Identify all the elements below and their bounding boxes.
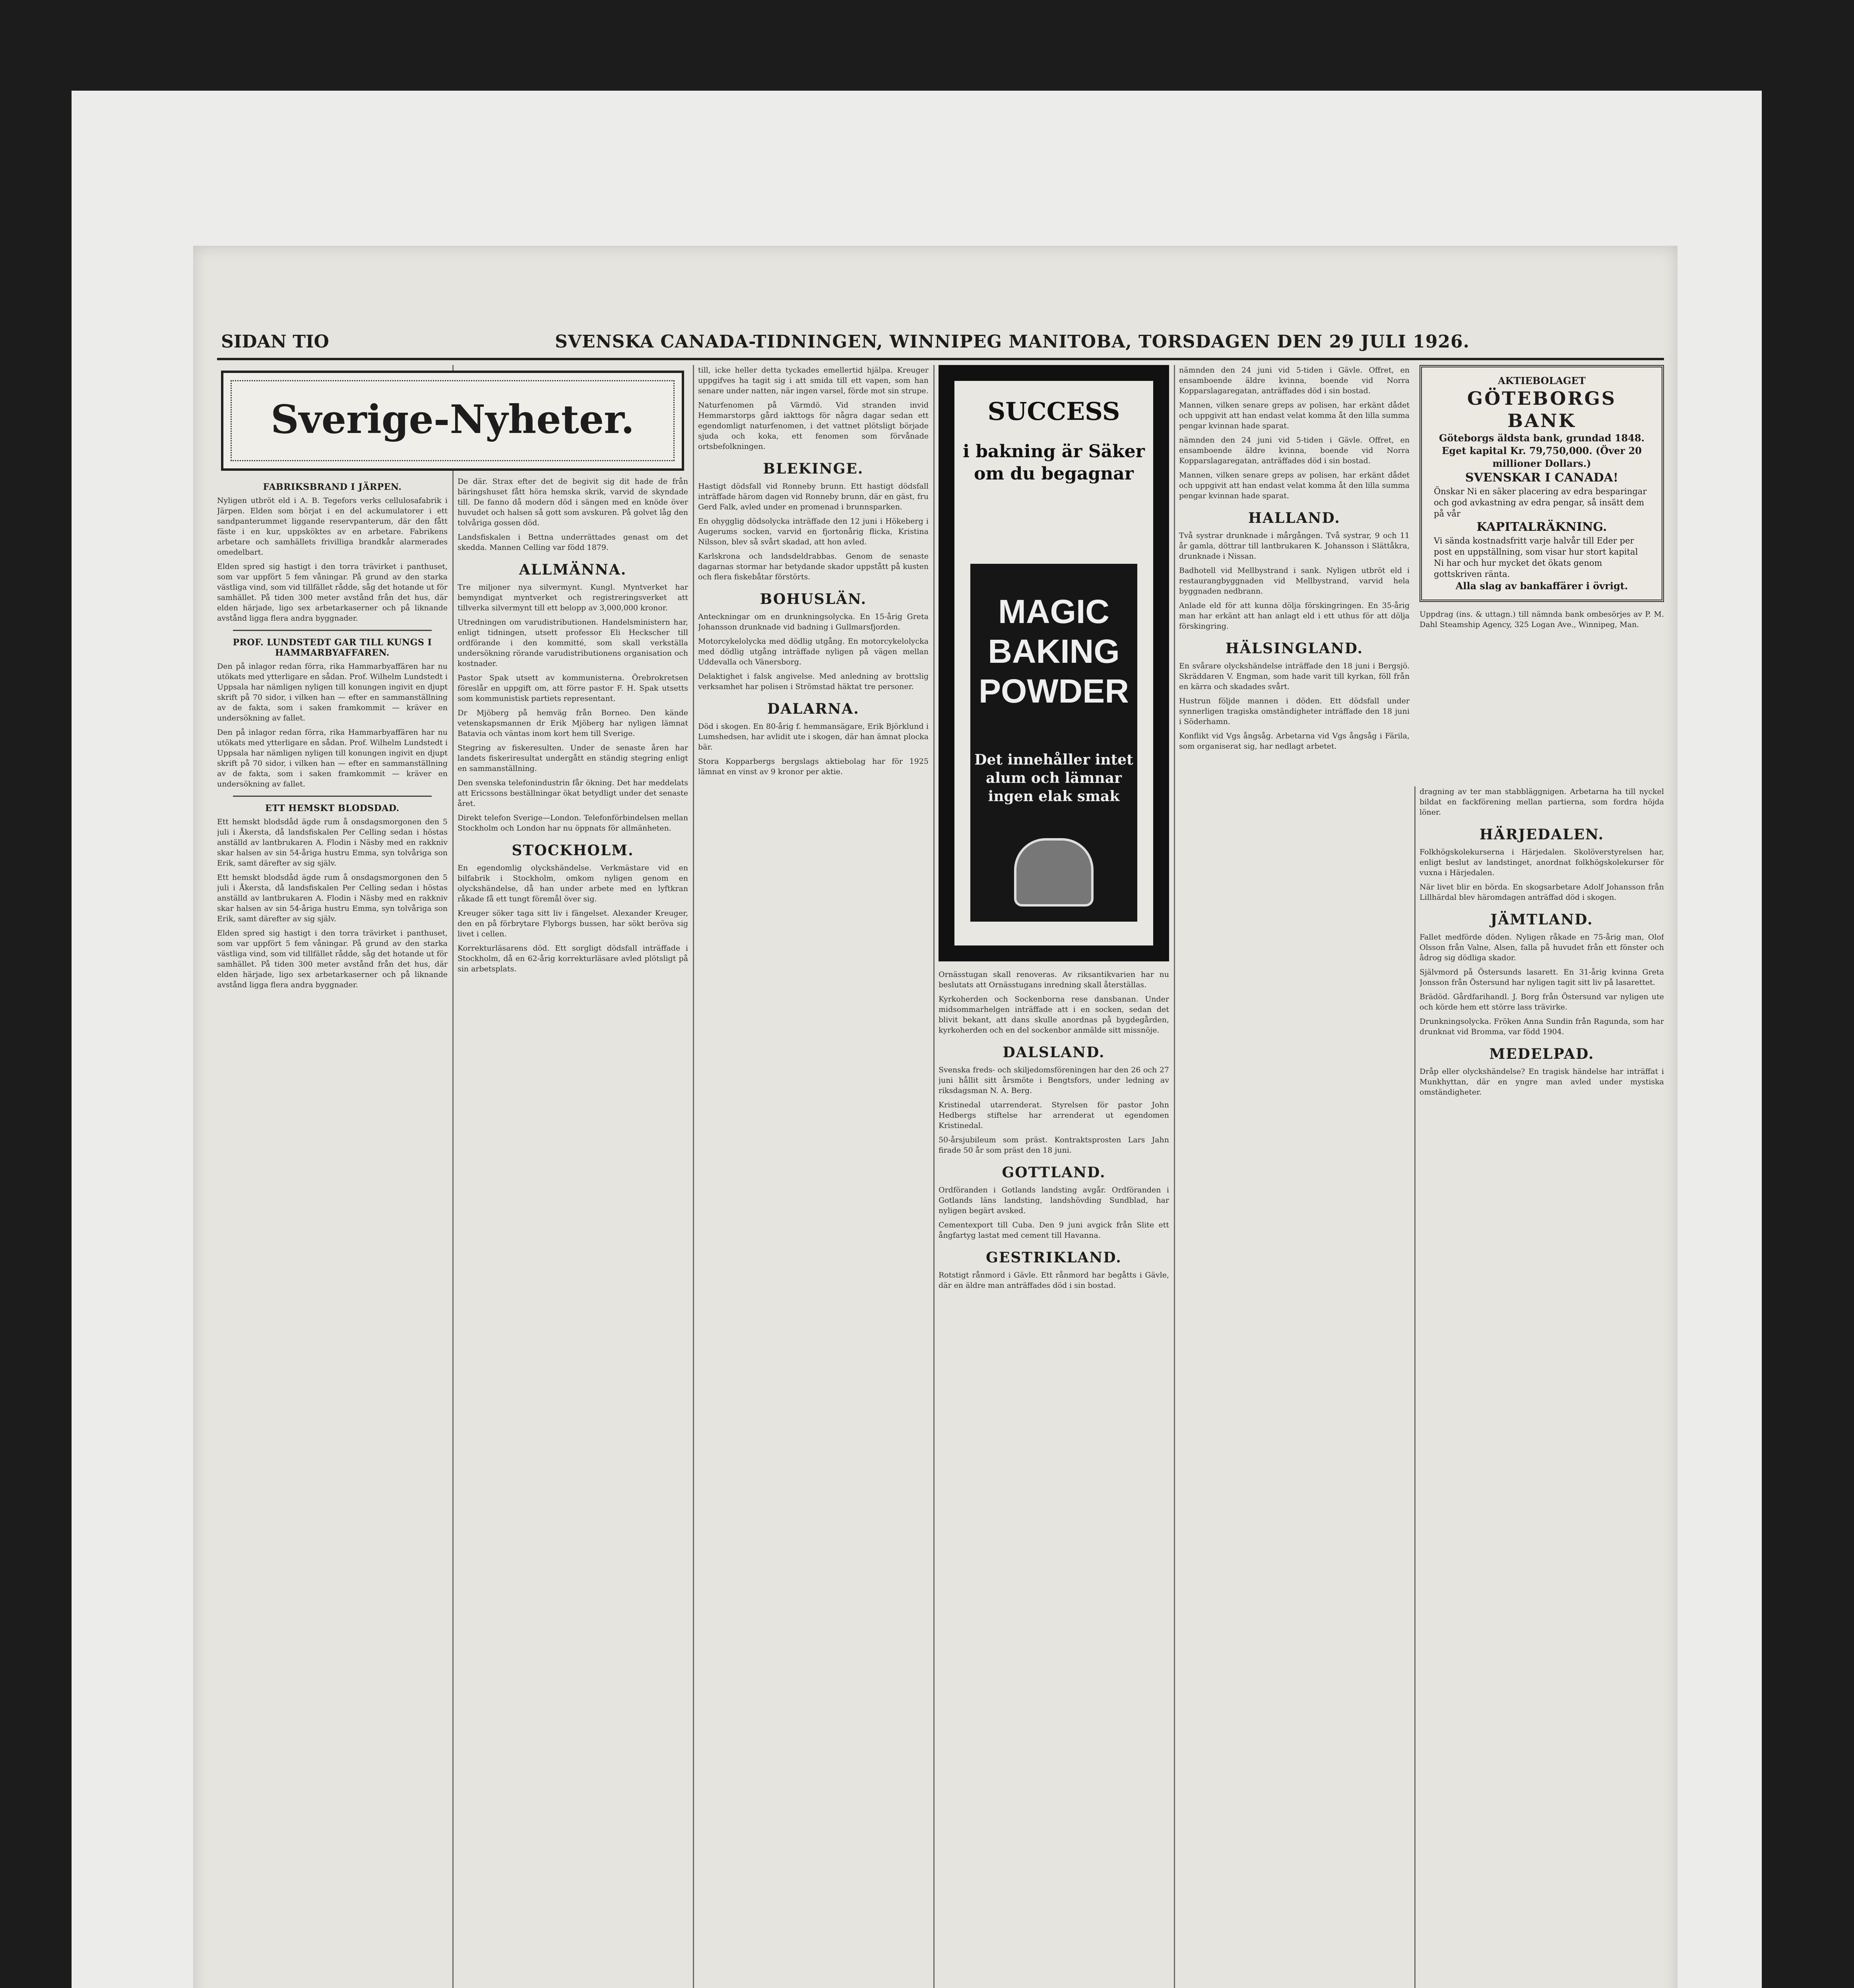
article-text: Drunkningsolycka. Fröken Anna Sundin från Ragunda, som har drunknat vid Bromma, var född 1904. (1420, 1017, 1664, 1036)
bank-text: Önskar Ni en säker placering av edra besparingar och god avkastning av edra pengar, så insätt dem på vår (1434, 487, 1647, 518)
article-text: Delaktighet i falsk angivelse. Med anledning av brottslig verksamhet har polisen i Strömstad häktat tre personer. (698, 672, 929, 691)
region-heading: ALLMÄNNA. (519, 561, 627, 578)
article-text: Elden spred sig hastigt i den torra trävirket i panthuset, som var uppfört 5 fem våningar. På grund av den starka västliga vind, som vid tillfället rådde, såg det hotande ut för samhället. På tiden 300 meter avstånd från det hus, där elden härjade, ligo sex arbetarkaserner och på liknande avstånd ligga flera andra byggnader. (217, 929, 448, 989)
region-heading: HÄLSINGLAND. (1225, 640, 1363, 657)
article-text: Direkt telefon Sverige—London. Telefonförbindelsen mellan Stockholm och London har nu öppnats för allmänheten. (458, 813, 688, 833)
article-text: dragning av ter man stabbläggnigen. Arbetarna ha till nyckel bildat en fackförening mellan partierna, som fordra höjda löner. (1420, 787, 1664, 817)
article-text: Cementexport till Cuba. Den 9 juni avgick från Slite ett ångfartyg lastat med cement till Havanna. (939, 1221, 1169, 1240)
article-text: En ohygglig dödsolycka inträffade den 12 juni i Hökeberg i Augerums socken, varvid en fjortonårig flicka, Kristina Nilsson, blev så svårt skadad, att hon avled. (698, 517, 929, 546)
bank-tagline: Göteborgs äldsta bank, grundad 1848. (1439, 432, 1645, 444)
column-divider (1174, 365, 1175, 1988)
article-text: En egendomlig olyckshändelse. Verkmästare vid en bilfabrik i Stockholm, omkom nyligen genom en olyckshändelse, då han under arbete med en lyftkran råkade få ett tungt föremål över sig. (458, 864, 688, 903)
bank-text: Alla slag av bankaffärer i övrigt. (1455, 580, 1628, 592)
headline: PROF. LUNDSTEDT GAR TILL KUNGS I HAMMARBYAFFAREN. (233, 637, 432, 658)
bank-agent-note: Uppdrag (ins. & uttagn.) till nämnda bank ombesörjes av P. M. Dahl Steamship Agency, 325 Logan Ave., Winnipeg, Man. (1420, 610, 1664, 629)
article-text: Hastigt dödsfall vid Ronneby brunn. Ett hastigt dödsfall inträffade härom dagen vid Ronneby brunn, där en gäst, fru Gerd Falk, avled under en promenad i brunnsparken. (698, 482, 929, 511)
column-5 (1179, 365, 1410, 1988)
article-text: Ett hemskt blodsdåd ägde rum å onsdagsmorgonen den 5 juli i Åkersta, då landsfiskalen Per Celling sedan i höstas anställd av lantbrukaren A. Flodin i Näsby med en rakkniv skar halsen av sin 54-åriga hustru Emma, syn tolvåriga son Erik, samt därefter av sig själv. (217, 817, 448, 868)
region-heading: STOCKHOLM. (512, 842, 634, 859)
article-text: Elden spred sig hastigt i den torra trävirket i panthuset, som var uppfört 5 fem våningar. På grund av den starka västliga vind, som vid tillfället rådde, såg det hotande ut för samhället. På tiden 300 meter avstånd från det hus, där elden härjade, ligo sex arbetarkaserner och på liknande avstånd ligga flera andra byggnader. (217, 562, 448, 623)
column-1 (217, 476, 448, 1988)
region-heading: MEDELPAD. (1489, 1046, 1594, 1062)
column-divider (693, 365, 694, 1988)
column-divider (1414, 786, 1416, 1988)
article-text: nämnden den 24 juni vid 5-tiden i Gävle. Offret, en ensamboende äldre kvinna, boende vid Norra Kopparslagaregatan, anträffades död i sin bostad. (1179, 366, 1410, 395)
ad-success: SUCCESS (987, 397, 1120, 426)
region-heading: JÄMTLAND. (1490, 911, 1593, 928)
article-text: Motorcykelolycka med dödlig utgång. En motorcykelolycka med dödlig utgång inträffade nyligen på vägen mellan Uddevalla och Vänersborg. (698, 637, 929, 666)
article-text: Stegring av fiskeresulten. Under de senaste åren har landets fiskeriresultat undergått en ständig stegring enligt en sammanställning. (458, 744, 688, 773)
section-title-box (221, 371, 684, 471)
region-heading: DALARNA. (767, 701, 859, 717)
bank-capital: Eget kapital Kr. 79,750,000. (Över 20 millioner Dollars.) (1442, 445, 1642, 469)
page-label: SIDAN TIO (221, 332, 329, 352)
article-text: De där. Strax efter det de begivit sig dit hade de från bäringshuset fått höra hemska skrik, varvid de skyndade till. De fanno då modern död i sängen med en knöde över huvudet och halsen så gott som avskuren. På golvet låg den tolvåriga gossen död. (458, 477, 688, 527)
column-4 (939, 365, 1169, 1988)
article-text: Dr Mjöberg på hemväg från Borneo. Den kände vetenskapsmannen dr Erik Mjöberg har nyligen lämnat Batavia och väntas inom kort hem till Sverige. (458, 709, 688, 738)
article-text: Dråp eller olyckshändelse? En tragisk händelse har inträffat i Munkhyttan, där en yngre man avled under mystiska omständigheter. (1420, 1067, 1664, 1097)
ad-brand: MAGIC BAKING POWDER (979, 593, 1129, 710)
section-title: Sverige-Nyheter. (271, 397, 634, 443)
article-text: Kreuger söker taga sitt liv i fängelset. Alexander Kreuger, den en på förbrytare Flyborgs bussen, har sökt beröva sig livet i cellen. (458, 909, 688, 938)
article-text: Badhotell vid Mellbystrand i sank. Nyligen utbröt eld i restaurangbyggnaden vid Mellbystrand, varvid hela byggnaden nedbrann. (1179, 566, 1410, 596)
divider (233, 796, 432, 797)
article-text: Naturfenomen på Värmdö. Vid stranden invid Hemmarstorps gård iakttogs för några dagar sedan ett egendomligt naturfenomen, i det vattnet plötsligt började sjuda och koka, ett fenomen som förvånade ortsbefolkningen. (698, 401, 929, 451)
region-heading: GOTTLAND. (1002, 1164, 1106, 1181)
article-text: Fallet medförde döden. Nyligen råkade en 75-årig man, Olof Olsson från Valne, Alsen, falla på huvudet från ett fönster och ådrog sig dödliga skador. (1420, 933, 1664, 962)
magic-baking-powder-ad (939, 365, 1169, 961)
article-text: Pastor Spak utsett av kommunisterna. Örebrokretsen föreslår en uppgift om, att förre pastor F. H. Spak utsetts som kommunistisk partiets representant. (458, 674, 688, 703)
article-text: Tre miljoner nya silvermynt. Kungl. Myntverket har bemyndigat myntverket och registreringsverket att tillverka silvermynt till ett belopp av 3,000,000 kronor. (458, 583, 688, 612)
article-text: Kyrkoherden och Sockenborna rese dansbanan. Under midsommarhelgen inträffade att i en socken, sedan det blivit bekant, att dans skulle anordnas på bygdegården, kyrkoherden och en del sockenbor anmälde sitt missnöje. (939, 995, 1169, 1035)
article-text: Karlskrona och landsdeldrabbas. Genom de senaste dagarnas stormar har betydande skador uppstått på kusten och flera fiskebåtar förstörts. (698, 552, 929, 581)
article-text: Ett hemskt blodsdåd ägde rum å onsdagsmorgonen den 5 juli i Åkersta, då landsfiskalen Per Celling sedan i höstas anställd av lantbrukaren A. Flodin i Näsby med en rakkniv skar halsen av sin 54-åriga hustru Emma, syn tolvåriga son Erik, samt därefter av sig själv. (217, 873, 448, 923)
article-text: Två systrar drunknade i mårgången. Två systrar, 9 och 11 år gamla, döttrar till lantbrukaren K. Johansson i Slättåkra, drunknade i Nissan. (1179, 531, 1410, 561)
article-text: Självmord på Östersunds lasarett. En 31-årig kvinna Greta Jonsson från Östersund har nyligen tagit sitt liv på lasarettet. (1420, 968, 1664, 987)
headline: ETT HEMSKT BLODSDAD. (265, 803, 400, 813)
ad-claim: i bakning är Säker om du begagnar (963, 441, 1145, 484)
ad-panel (954, 381, 1153, 945)
article-text: Död i skogen. En 80-årig f. hemmansägare, Erik Björklund i Lumshedsen, har avlidit ute i skogen, där han ämnat plocka bär. (698, 722, 929, 751)
article-text: Hustrun följde mannen i döden. Ett dödsfall under synnerligen tragiska omständigheter inträffade den 18 juni i Söderhamn. (1179, 697, 1410, 726)
bank-aktie: AKTIEBOLAGET (1498, 375, 1586, 386)
cake-illustration (1014, 838, 1094, 907)
article-text: Utredningen om varudistributionen. Handelsministern har, enligt tidningen, utsett professor Eli Heckscher till ordförande i den kommitté, som skall verkställa undersökning rörande varudistributionens organisation och kostnader. (458, 618, 688, 668)
region-heading: BOHUSLÄN. (760, 591, 867, 608)
article-text: Den på inlagor redan förra, rika Hammarbyaffären har nu utökats med ytterligare en sådan. Prof. Wilhelm Lundstedt i Uppsala har nämligen nyligen till konungen ingivit en djupt skrift på 70 sidor, i vilken han — efter en sammanställning av de fakta, som i saken framkommit — kräver en undersökning av fallet. (217, 662, 448, 722)
article-text: När livet blir en börda. En skogsarbetare Adolf Johansson från Lillhärdal blev häromdagen anträffad död i skogen. (1420, 883, 1664, 902)
region-heading: BLEKINGE. (763, 460, 864, 477)
region-heading: HALLAND. (1248, 510, 1340, 526)
article-text: Anteckningar om en drunkningsolycka. En 15-årig Greta Johansson drunknade vid badning i Gullmarsfjorden. (698, 612, 929, 631)
article-text: Anlade eld för att kunna dölja förskingringen. En 35-årig man har erkänt att han anlagt eld i ett uthus för att dölja förskingring. (1179, 601, 1410, 631)
column-divider (933, 365, 935, 1988)
article-text: Den på inlagor redan förra, rika Hammarbyaffären har nu utökats med ytterligare en sådan. Prof. Wilhelm Lundstedt i Uppsala har nämligen nyligen till konungen ingivit en djupt skrift på 70 sidor, i vilken han — efter en sammanställning av de fakta, som i saken framkommit — kräver en undersökning av fallet. (217, 728, 448, 788)
region-heading: DALSLAND. (1003, 1044, 1105, 1061)
bank-welcome: SVENSKAR I CANADA! (1465, 471, 1619, 485)
article-text: Nyligen utbröt eld i A. B. Tegefors verks cellulosafabrik i Järpen. Elden som börjat i en del ackumulatorer i ett sandpanterummet liggande reservpanterum, där den fått fäste i en kur, uppsköktes av en arbetare. Fabrikens arbetare och samhällets frivilliga brandkår alarmerades omedelbart. (217, 496, 448, 557)
bank-text: Vi sända kostnadsfritt varje halvår till Eder per post en uppställning, som visar hur stort kapital Ni har och hur mycket det ökats genom gottskriven ränta. (1434, 536, 1638, 579)
article-text: Ornässtugan skall renoveras. Av riksantikvarien har nu beslutats att Ornässtugans inredning skall återställas. (939, 970, 1169, 989)
article-text: Mannen, vilken senare greps av polisen, har erkänt dådet och uppgivit att han endast velat komma åt den lilla summa pengar kvinnan hade sparat. (1179, 471, 1410, 500)
article-text: En svårare olyckshändelse inträffade den 18 juni i Bergsjö. Skräddaren V. Engman, som hade varit till kyrkan, föll från en kärra och skadades svårt. (1179, 662, 1410, 691)
article-text: Brädöd. Gårdfarihandl. J. Borg från Östersund var nyligen ute och körde hem ett större lass trävirke. (1420, 992, 1664, 1011)
bank-ad-area (1420, 365, 1664, 786)
article-text: till, icke heller detta tyckades emellertid hjälpa. Kreuger uppgifves ha tagit sig i att smida till ett vapen, som han senare under natten, när ingen varsel, förde mot sin strupe. (698, 366, 929, 395)
goteborgs-bank-ad (1420, 365, 1664, 602)
article-text: Folkhögskolekurserna i Härjedalen. Skolöverstyrelsen har, enligt beslut av landstinget, anordnat folkhögskolekurser för vuxna i Härjedalen. (1420, 848, 1664, 877)
column-2 (458, 476, 688, 1988)
article-text: Mannen, vilken senare greps av polisen, har erkänt dådet och uppgivit att han endast velat komma åt den lilla summa pengar kvinnan hade sparat. (1179, 401, 1410, 430)
newspaper-page (193, 246, 1678, 1988)
page-header (221, 329, 1652, 355)
article-text: Korrekturläsarens död. Ett sorgligt dödsfall inträffade i Stockholm, då en 62-årig korrekturläsare avled plötsligt på sin arbetsplats. (458, 944, 688, 973)
article-text: Svenska freds- och skiljedomsföreningen har den 26 och 27 juni hållit sitt årsmöte i Bengtsfors, under ledning av riksdagsman N. A. Berg. (939, 1066, 1169, 1095)
column-6 (1420, 786, 1664, 1988)
region-heading: HÄRJEDALEN. (1479, 826, 1604, 843)
article-text: Landsfiskalen i Bettna underrättades genast om det skedda. Mannen Celling var född 1879. (458, 533, 688, 552)
article-text: Ordföranden i Gotlands landsting avgår. Ordföranden i Gotlands läns landsting, landshövding Sundblad, har nyligen begärt avsked. (939, 1186, 1169, 1215)
title-area (217, 365, 688, 476)
article-text: Rotstigt rånmord i Gävle. Ett rånmord har begåtts i Gävle, där en äldre man anträffades död i sin bostad. (939, 1271, 1169, 1290)
article-text: Kristinedal utarrenderat. Styrelsen för pastor John Hedbergs stiftelse har arrenderat ut egendomen Kristinedal. (939, 1101, 1169, 1130)
article-text: 50-årsjubileum som präst. Kontraktsprosten Lars Jahn firade 50 år som präst den 18 juni. (939, 1136, 1169, 1155)
article-text: Konflikt vid Vgs ångsåg. Arbetarna vid Vgs ångsåg i Färila, som organiserat sig, har nedlagt arbetet. (1179, 732, 1410, 751)
divider (233, 630, 432, 631)
ad-contains: Det innehåller intet alum och lämnar ingen elak smak (974, 751, 1133, 805)
article-text: Stora Kopparbergs bergslags aktiebolag har för 1925 lämnat en vinst av 9 kronor per aktie. (698, 757, 929, 776)
article-text: nämnden den 24 juni vid 5-tiden i Gävle. Offret, en ensamboende äldre kvinna, boende vid Norra Kopparslagaregatan, anträffades död i sin bostad. (1179, 436, 1410, 465)
bank-kapital: KAPITALRÄKNING. (1476, 520, 1607, 534)
column-divider (452, 365, 454, 1988)
masthead: SVENSKA CANADA-TIDNINGEN, WINNIPEG MANITOBA, TORSDAGEN DEN 29 JULI 1926. (555, 332, 1470, 352)
headline: FABRIKSBRAND I JÄRPEN. (263, 482, 402, 492)
region-heading: GESTRIKLAND. (986, 1249, 1122, 1266)
ad-can-illustration (970, 564, 1137, 922)
article-text: Den svenska telefonindustrin får ökning. Det har meddelats att Ericssons beställningar ökat betydligt under det senaste året. (458, 779, 688, 808)
column-3 (698, 365, 929, 1988)
bank-name: GÖTEBORGS BANK (1467, 388, 1617, 431)
header-rule (217, 358, 1664, 360)
